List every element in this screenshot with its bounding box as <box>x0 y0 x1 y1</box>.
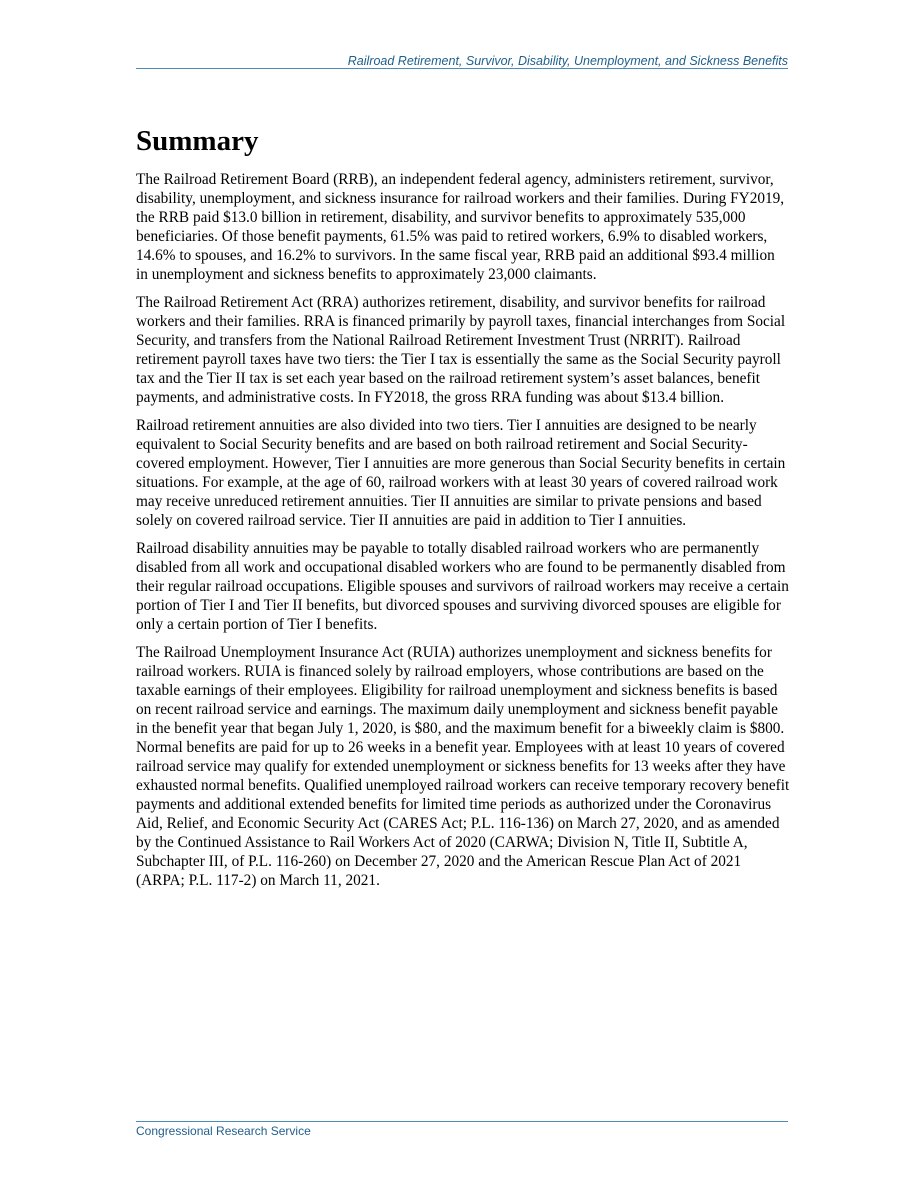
footer-divider <box>136 1121 788 1122</box>
page-title: Summary <box>136 125 259 157</box>
paragraph-rrb-overview: The Railroad Retirement Board (RRB), an independent federal agency, administers retirement, survivor, disability, unemployment, and sickness insurance for railroad workers and their families. During FY2019, the RRB paid $13.0 billion in retirement, disability, and survivor benefits to approximately 535,000 beneficiaries. Of those benefit payments, 61.5% was paid to retired workers, 6.9% to disabled workers, 14.6% to spouses, and 16.2% to survivors. In the same fiscal year, RRB paid an additional $93.4 million in unemployment and sickness benefits to approximately 23,000 claimants. <box>136 171 785 283</box>
paragraph-ruia-benefits: The Railroad Unemployment Insurance Act (RUIA) authorizes unemployment and sickness benefits for railroad workers. RUIA is financed solely by railroad employers, whose contributions are based on the taxable earnings of their employees. Eligibility for railroad unemployment and sickness benefits is based on recent railroad service and earnings. The maximum daily unemployment and sickness benefit payable in the benefit year that began July 1, 2020, is $80, and the maximum benefit for a biweekly claim is $800. Normal benefits are paid for up to 26 weeks in a benefit year. Employees with at least 10 years of covered railroad service may qualify for extended unemployment or sickness benefits for 13 weeks after they have exhausted normal benefits. Qualified unemployed railroad workers can receive temporary recovery benefit payments and additional extended benefits for limited time periods as authorized under the Coronavirus Aid, Relief, and Economic Security Act (CARES Act; P.L. 116-136) on March 27, 2020, and as amended by the Continued Assistance to Rail Workers Act of 2020 (CARWA; Division N, Title II, Subtitle A, Subchapter III, of P.L. 116-260) on December 27, 2020 and the American Rescue Plan Act of 2021 (ARPA; P.L. 117-2) on March 11, 2021. <box>136 644 790 889</box>
paragraph-rra-financing: The Railroad Retirement Act (RRA) authorizes retirement, disability, and survivor benefits for railroad workers and their families. RRA is financed primarily by payroll taxes, financial interchanges from Social Security, and transfers from the National Railroad Retirement Investment Trust (NRRIT). Railroad retirement payroll taxes have two tiers: the Tier I tax is essentially the same as the Social Security payroll tax and the Tier II tax is set each year based on the railroad retirement system’s asset balances, benefit payments, and administrative costs. In FY2018, the gross RRA funding was about $13.4 billion. <box>136 294 786 406</box>
summary-body <box>136 170 790 899</box>
running-header: Railroad Retirement, Survivor, Disability, Unemployment, and Sickness Benefits <box>347 54 788 68</box>
paragraph-annuity-tiers: Railroad retirement annuities are also divided into two tiers. Tier I annuities are designed to be nearly equivalent to Social Security benefits and are based on both railroad retirement and Social Security-covered employment. However, Tier I annuities are more generous than Social Security benefits in certain situations. For example, at the age of 60, railroad workers with at least 30 years of covered railroad work may receive unreduced retirement annuities. Tier II annuities are similar to private pensions and based solely on covered railroad service. Tier II annuities are paid in addition to Tier I annuities. <box>136 417 786 529</box>
paragraph-disability-annuities: Railroad disability annuities may be payable to totally disabled railroad workers who are permanently disabled from all work and occupational disabled workers who are found to be permanently disabled from their regular railroad occupations. Eligible spouses and survivors of railroad workers may receive a certain portion of Tier I and Tier II benefits, but divorced spouses and surviving divorced spouses are eligible for only a certain portion of Tier I benefits. <box>136 540 789 633</box>
footer-publisher: Congressional Research Service <box>136 1124 311 1138</box>
header-divider <box>136 68 788 69</box>
